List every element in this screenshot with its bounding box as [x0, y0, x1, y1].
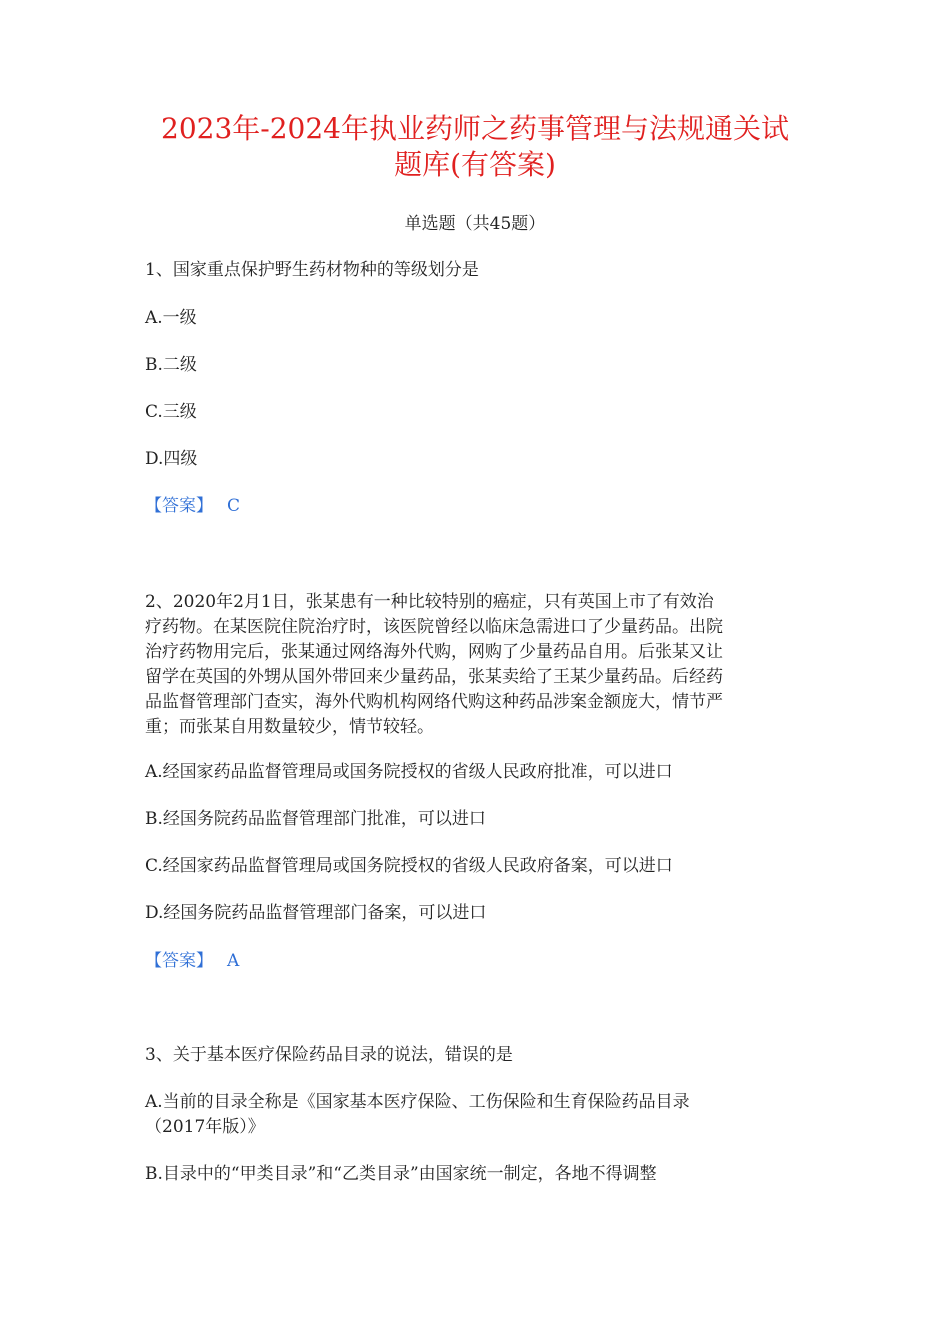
document-title-line-1: 2023年-2024年执业药师之药事管理与法规通关试	[161, 112, 789, 145]
question-1-option-a: A.一级	[145, 308, 197, 328]
question-2-stem-line-3: 治疗药物用完后，张某通过网络海外代购，网购了少量药品自用。后张某又让	[145, 642, 723, 662]
answer-value: C	[227, 496, 241, 516]
question-1-stem: 1、国家重点保护野生药材物种的等级划分是	[145, 260, 479, 280]
question-2-option-c: C.经国家药品监督管理局或国务院授权的省级人民政府备案，可以进口	[145, 856, 673, 876]
answer-value: A	[227, 951, 240, 971]
question-2-stem-line-4: 留学在英国的外甥从国外带回来少量药品，张某卖给了王某少量药品。后经药	[145, 667, 723, 687]
question-2-option-b: B.经国务院药品监督管理部门批准，可以进口	[145, 809, 486, 829]
question-3-option-b: B.目录中的“甲类目录”和“乙类目录”由国家统一制定，各地不得调整	[145, 1164, 657, 1184]
question-1-option-d: D.四级	[145, 449, 198, 469]
question-3-option-a-line-2: （2017年版）》	[145, 1117, 265, 1137]
question-2-option-d: D.经国务院药品监督管理部门备案，可以进口	[145, 903, 487, 923]
question-2-answer	[145, 949, 825, 973]
question-2-stem-line-1: 2、2020年2月1日，张某患有一种比较特别的癌症，只有英国上市了有效治	[145, 592, 714, 612]
question-3-stem: 3、关于基本医疗保险药品目录的说法，错误的是	[145, 1045, 513, 1065]
question-2-stem-line-6: 重；而张某自用数量较少，情节较轻。	[145, 717, 434, 737]
question-1-answer	[145, 494, 825, 518]
answer-label: 【答案】	[145, 951, 213, 971]
question-2-stem-line-5: 品监督管理部门查实，海外代购机构网络代购这种药品涉案金额庞大，情节严	[145, 692, 723, 712]
question-3-option-a-line-1: A.当前的目录全称是《国家基本医疗保险、工伤保险和生育保险药品目录	[145, 1092, 690, 1112]
question-2-stem-line-2: 疗药物。在某医院住院治疗时，该医院曾经以临床急需进口了少量药品。出院	[145, 617, 723, 637]
answer-label: 【答案】	[145, 496, 213, 516]
section-heading: 单选题（共45题）	[404, 214, 546, 234]
question-1-option-b: B.二级	[145, 355, 197, 375]
document-title-line-2: 题库(有答案)	[394, 148, 556, 181]
question-2-option-a: A.经国家药品监督管理局或国务院授权的省级人民政府批准，可以进口	[145, 762, 673, 782]
question-1-option-c: C.三级	[145, 402, 197, 422]
